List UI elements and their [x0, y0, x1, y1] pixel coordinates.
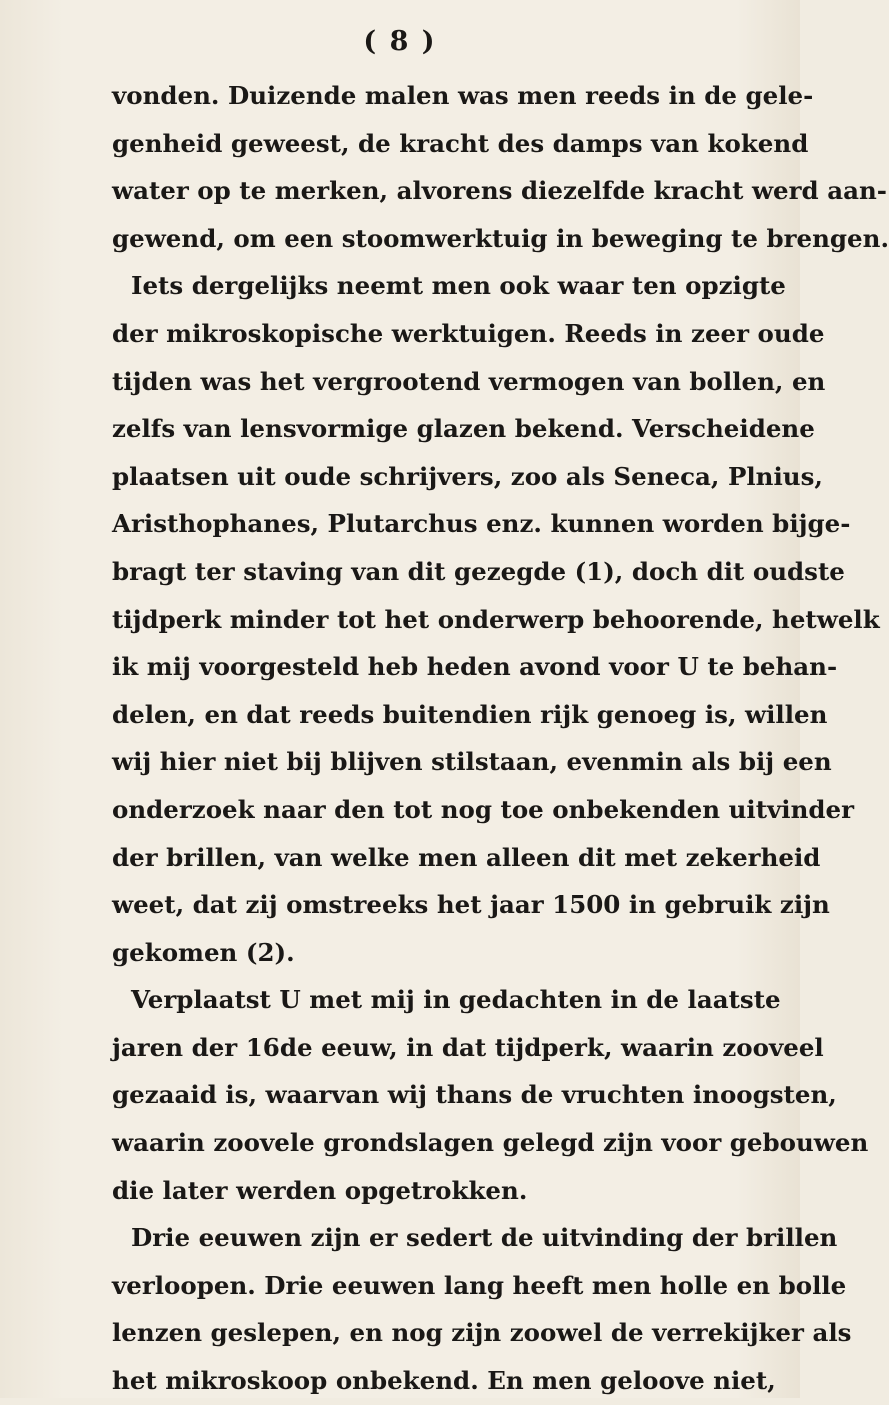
text-line: Aristhophanes, Plutarchus enz. kunnen worden bijge- — [112, 509, 851, 539]
text-line: lenzen geslepen, en nog zijn zoowel de verrekijker als — [112, 1318, 852, 1348]
text-line: plaatsen uit oude schrijvers, zoo als Seneca, Plnius, — [112, 461, 823, 491]
body-text — [112, 72, 889, 1405]
text-line: jaren der 16de eeuw, in dat tijdperk, waarin zooveel — [112, 1032, 824, 1062]
text-line: verloopen. Drie eeuwen lang heeft men holle en bolle — [112, 1270, 847, 1300]
text-line: Verplaatst U met mij in gedachten in de laatste — [131, 985, 781, 1015]
text-line: der brillen, van welke men alleen dit met zekerheid — [112, 842, 821, 872]
text-line: vonden. Duizende malen was men reeds in de gele- — [112, 81, 814, 110]
text-line: Drie eeuwen zijn er sedert de uitvinding der brillen — [131, 1223, 838, 1253]
text-line: genheid geweest, de kracht des damps van kokend — [112, 128, 809, 158]
text-line: delen, en dat reeds buitendien rijk genoeg is, willen — [112, 699, 828, 729]
text-line: wij hier niet bij blijven stilstaan, evenmin als bij een — [112, 747, 832, 777]
text-line: waarin zoovele grondslagen gelegd zijn voor gebouwen — [112, 1128, 869, 1158]
text-line: het mikroskoop onbekend. En men geloove niet, — [112, 1366, 776, 1396]
text-line: der mikroskopische werktuigen. Reeds in zeer oude — [112, 318, 825, 348]
text-line: bragt ter staving van dit gezegde (1), doch dit oudste — [112, 556, 845, 586]
text-line: gezaaid is, waarvan wij thans de vruchten inoogsten, — [112, 1080, 837, 1110]
page-number: ( 8 ) — [363, 26, 437, 57]
text-line: onderzoek naar den tot nog toe onbekenden uitvinder — [112, 794, 855, 824]
text-line: water op te merken, alvorens diezelfde kracht werd aan- — [112, 176, 887, 206]
text-line: zelfs van lensvormige glazen bekend. Verscheidene — [112, 414, 815, 444]
text-line: gekomen (2). — [112, 937, 295, 967]
text-line: tijdperk minder tot het onderwerp behoorende, hetwelk — [112, 604, 880, 634]
text-line: die later werden opgetrokken. — [112, 1175, 528, 1205]
text-line: Iets dergelijks neemt men ook waar ten opzigte — [131, 271, 786, 301]
text-line: ik mij voorgesteld heb heden avond voor U te behan- — [112, 652, 838, 682]
text-line: gewend, om een stoomwerktuig in beweging te brengen. — [112, 223, 889, 253]
text-line: weet, dat zij omstreeks het jaar 1500 in gebruik zijn — [112, 890, 830, 920]
text-line: tijden was het vergrootend vermogen van bollen, en — [112, 366, 826, 396]
